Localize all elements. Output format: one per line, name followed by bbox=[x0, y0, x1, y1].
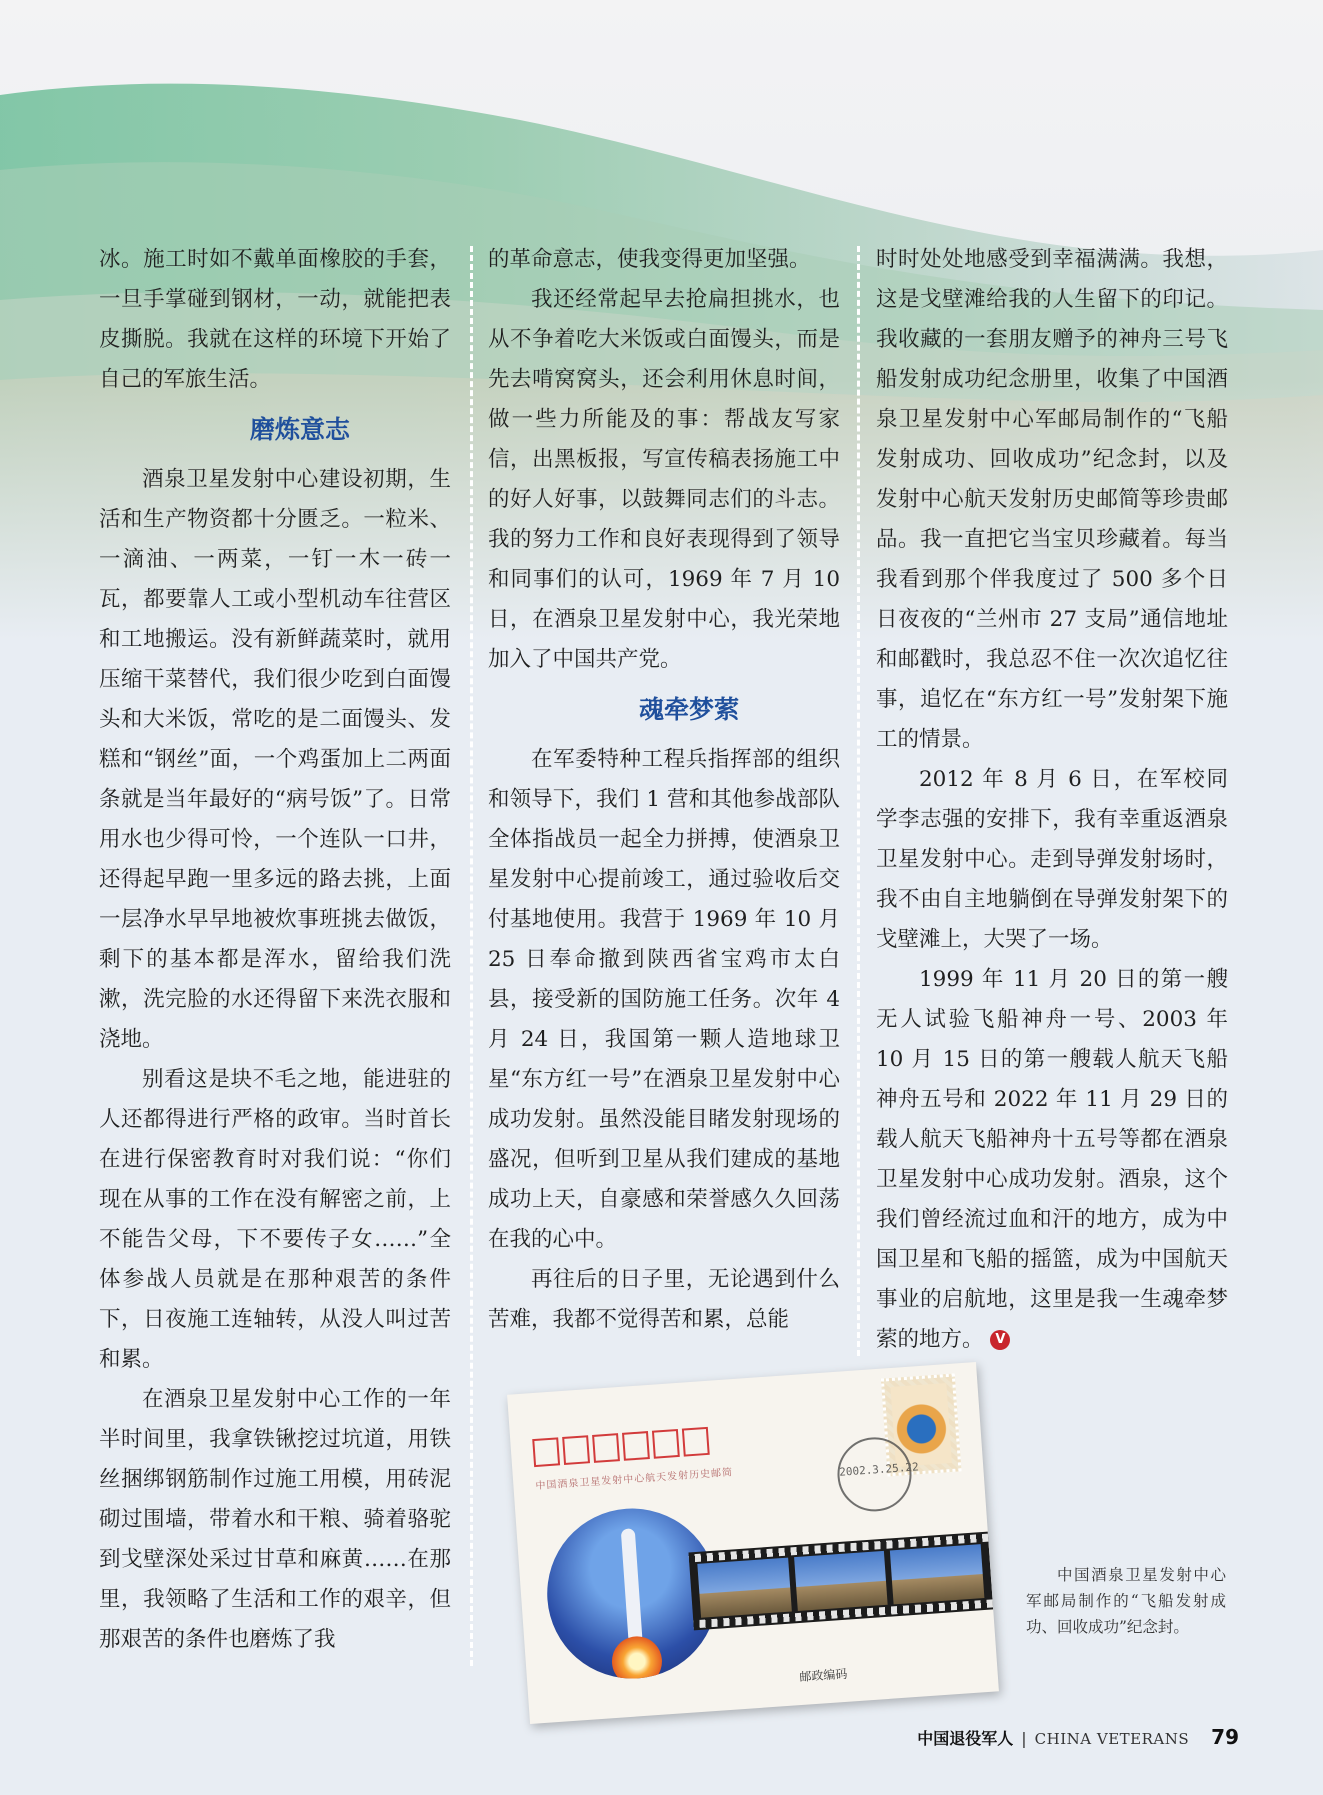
section-heading: 磨炼意志 bbox=[249, 415, 350, 444]
magazine-name: 中国退役军人 bbox=[917, 1729, 1014, 1748]
paragraph: 2012 年 8 月 6 日，在军校同学李志强的安排下，我有幸重返酒泉卫星发射中心。走到导弹发射场时，我不由自主地躺倒在导弹发射架下的戈壁滩上，大哭了一场。 bbox=[876, 767, 1228, 952]
article-column-3 bbox=[876, 240, 1228, 1360]
postmark-date: 2002.3.25.22 bbox=[838, 1460, 920, 1479]
paragraph-text: 1999 年 11 月 20 日的第一艘无人试验飞船神舟一号、2003 年 10 月 15 日的第一艘载人航天飞船神舟五号和 2022 年 11 月 29 日的载人航天飞船神舟十五号等都在酒泉卫星发射中心成功发射。酒泉，这个我们曾经流过血和汗的地方，成为中国卫星和飞船的摇篮，成为中国航天事业的启航地，这里是我一生魂牵梦萦的地方。 bbox=[876, 967, 1228, 1352]
paragraph: 别看这是块不毛之地，能进驻的人还都得进行严格的政审。当时首长在进行保密教育时对我们说：“你们现在从事的工作在没有解密之前，上不能告父母，下不要传子女……”全体参战人员就是在那种艰苦的条件下，日夜施工连轴转，从没人叫过苦和累。 bbox=[99, 1067, 451, 1372]
paragraph: 在军委特种工程兵指挥部的组织和领导下，我们 1 营和其他参战部队全体指战员一起全力拼搏，使酒泉卫星发射中心提前竣工，通过验收后交付基地使用。我营于 1969 年 10 月 25 日奉命撤到陕西省宝鸡市太白县，接受新的国防施工任务。次年 4 月 24 日，我国第一颗人造地球卫星“东方红一号”在酒泉卫星发射中心成功发射。虽然没能目睹发射现场的盛况，但听到卫星从我们建成的基地成功上天，自豪感和荣誉感久久回荡在我的心中。 bbox=[488, 747, 840, 1252]
photo-caption: 中国酒泉卫星发射中心军邮局制作的“飞船发射成功、回收成功”纪念封。 bbox=[1026, 1566, 1226, 1636]
magazine-name-english: CHINA VETERANS bbox=[1034, 1730, 1190, 1748]
page-footer bbox=[917, 1725, 1239, 1749]
footer-separator: | bbox=[1021, 1729, 1027, 1748]
film-frame bbox=[697, 1558, 791, 1618]
postal-code-box bbox=[532, 1437, 560, 1467]
film-frame bbox=[794, 1551, 888, 1611]
postal-code-label: 邮政编码 bbox=[798, 1666, 848, 1685]
paragraph: 的革命意志，使我变得更加坚强。 bbox=[488, 247, 811, 272]
section-heading: 魂牵梦萦 bbox=[638, 695, 739, 724]
postal-code-box bbox=[682, 1427, 710, 1457]
filmstrip-photos bbox=[689, 1532, 994, 1631]
postal-code-box bbox=[652, 1429, 680, 1459]
paragraph bbox=[876, 960, 1228, 1360]
paragraph: 再往后的日子里，无论遇到什么苦难，我都不觉得苦和累，总能 bbox=[488, 1267, 840, 1332]
end-of-article-mark: V bbox=[990, 1330, 1010, 1350]
rocket-flame bbox=[610, 1635, 663, 1685]
paragraph: 我还经常起早去抢扁担挑水，也从不争着吃大米饭或白面馒头，而是先去啃窝窝头，还会利用休息时间，做一些力所能及的事：帮战友写家信，出黑板报，写宣传稿表扬施工中的好人好事，以鼓舞同志们的斗志。我的努力工作和良好表现得到了领导和同事们的认可，1969 年 7 月 10 日，在酒泉卫星发射中心，我光荣地加入了中国共产党。 bbox=[488, 287, 840, 672]
commemorative-envelope-photo bbox=[507, 1362, 999, 1724]
envelope-title-line: 中国酒泉卫星发射中心航天发射历史邮简 bbox=[535, 1467, 734, 1493]
column-divider bbox=[857, 246, 860, 1356]
film-frame bbox=[890, 1544, 984, 1604]
postal-code-box bbox=[562, 1435, 590, 1465]
paragraph: 酒泉卫星发射中心建设初期，生活和生产物资都十分匮乏。一粒米、一滴油、一两菜，一钉一木一砖一瓦，都要靠人工或小型机动车往营区和工地搬运。没有新鲜蔬菜时，就用压缩干菜替代，我们很少吃到白面馒头和大米饭，常吃的是二面馒头、发糕和“钢丝”面，一个鸡蛋加上二两面条就是当年最好的“病号饭”了。日常用水也少得可怜，一个连队一口井，还得起早跑一里多远的路去挑，上面一层净水早早地被炊事班挑去做饭，剩下的基本都是浑水，留给我们洗漱，洗完脸的水还得留下来洗衣服和浇地。 bbox=[99, 467, 451, 1052]
paragraph: 冰。施工时如不戴单面橡胶的手套，一旦手掌碰到钢材，一动，就能把表皮撕脱。我就在这样的环境下开始了自己的军旅生活。 bbox=[99, 247, 451, 392]
page-number: 79 bbox=[1211, 1725, 1239, 1749]
paragraph: 时时处处地感受到幸福满满。我想，这是戈壁滩给我的人生留下的印记。我收藏的一套朋友赠予的神舟三号飞船发射成功纪念册里，收集了中国酒泉卫星发射中心军邮局制作的“飞船发射成功、回收成功”纪念封，以及发射中心航天发射历史邮简等珍贵邮品。我一直把它当宝贝珍藏着。每当我看到那个伴我度过了 500 多个日日夜夜的“兰州市 27 支局”通信地址和邮戳时，我总忍不住一次次追忆往事，追忆在“东方红一号”发射架下施工的情景。 bbox=[876, 247, 1228, 752]
article-column-2 bbox=[488, 240, 840, 1340]
postal-code-box bbox=[592, 1433, 620, 1463]
postal-code-boxes bbox=[532, 1427, 710, 1467]
rocket-icon bbox=[621, 1528, 643, 1639]
postal-code-box bbox=[622, 1431, 650, 1461]
article-column-1 bbox=[99, 240, 451, 1660]
column-divider bbox=[470, 246, 473, 1666]
paragraph: 在酒泉卫星发射中心工作的一年半时间里，我拿铁锹挖过坑道，用铁丝捆绑钢筋制作过施工用模，用砖泥砌过围墙，带着水和干粮、骑着骆驼到戈壁深处采过甘草和麻黄……在那里，我领略了生活和工作的艰辛，但那艰苦的条件也磨炼了我 bbox=[99, 1387, 451, 1652]
